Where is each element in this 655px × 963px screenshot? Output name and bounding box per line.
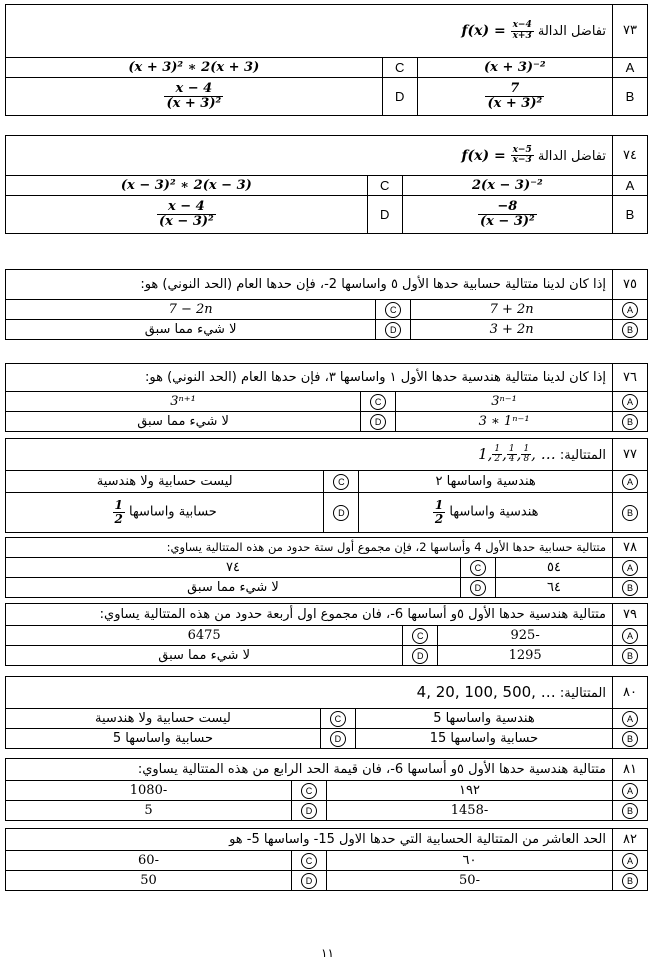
option-letter-c: C <box>324 471 359 493</box>
option-d[interactable]: لا شيء مما سبق <box>6 412 361 432</box>
option-b[interactable]: حسابية واساسها 15 <box>355 729 612 749</box>
option-letter-b: B <box>613 578 648 598</box>
option-letter-b: B <box>613 801 648 821</box>
option-letter-a: A <box>613 392 648 412</box>
question-73 <box>5 4 648 116</box>
option-b[interactable]: ٦٤ <box>495 578 612 598</box>
option-a[interactable]: ٦٠ <box>327 851 613 871</box>
option-letter-d: D <box>460 578 495 598</box>
option-letter-a: A <box>613 781 648 801</box>
option-letter-b: B <box>613 729 648 749</box>
option-a[interactable]: هندسية واساسها ٢ <box>359 471 613 493</box>
option-letter-c: C <box>403 626 438 646</box>
option-d[interactable]: $\frac{x - 4}{\text{(x − 3)²}}$ <box>6 196 368 234</box>
option-letter-c: C <box>460 558 495 578</box>
option-c[interactable]: (x + 3)² ∗ 2(x + 3) <box>6 58 383 78</box>
option-letter-b: B <box>613 871 648 891</box>
question-81 <box>5 758 648 821</box>
question-stem: إذا كان لدينا متتالية حسابية حدها الأول ٥ واساسها 2-، فإن حدها العام (الحد النوني) هو: <box>6 270 613 300</box>
option-letter-a: A <box>613 58 648 78</box>
option-letter-a: A <box>613 300 648 320</box>
question-number: ٧٩ <box>613 604 648 626</box>
question-stem: متتالية هندسية حدها الأول ٥و أساسها 6-، فان مجموع اول أربعة حدود من هذه المتتالية يساوي: <box>6 604 613 626</box>
question-stem: الحد العاشر من المتتالية الحسابية التي حدها الاول 15- واساسها 5- هو <box>6 829 613 851</box>
option-b[interactable]: $\frac{-8}{\text{(x − 3)²}}$ <box>402 196 612 234</box>
question-number: ٧٤ <box>613 136 648 176</box>
option-d[interactable]: 5 <box>6 801 292 821</box>
option-a[interactable]: 2(x − 3)⁻² <box>402 176 612 196</box>
option-c[interactable]: -60 <box>6 851 292 871</box>
question-number: ٧٦ <box>613 364 648 392</box>
option-d[interactable]: لا شيء مما سبق <box>6 320 376 340</box>
question-76 <box>5 363 648 432</box>
option-letter-c: C <box>320 709 355 729</box>
question-number: ٧٣ <box>613 5 648 58</box>
question-number: ٧٧ <box>613 439 648 471</box>
option-d[interactable]: لا شيء مما سبق <box>6 578 461 598</box>
option-letter-c: C <box>292 851 327 871</box>
option-letter-a: A <box>613 709 648 729</box>
option-c[interactable]: ليست حسابية ولا هندسية <box>6 709 321 729</box>
question-number: ٧٥ <box>613 270 648 300</box>
question-number: ٨٢ <box>613 829 648 851</box>
option-letter-d: D <box>320 729 355 749</box>
option-letter-c: C <box>367 176 402 196</box>
option-letter-b: B <box>613 493 648 533</box>
option-letter-b: B <box>613 320 648 340</box>
option-a[interactable]: ٥٤ <box>495 558 612 578</box>
question-stem: المتتالية: 4, 20, 100, 500, … <box>6 677 613 709</box>
question-number: ٨٠ <box>613 677 648 709</box>
option-letter-a: A <box>613 176 648 196</box>
option-b[interactable]: -1458 <box>327 801 613 821</box>
option-letter-d: D <box>367 196 402 234</box>
option-letter-d: D <box>376 320 411 340</box>
question-stem: متتالية حسابية حدها الأول 4 وأساسها 2، فإن مجموع أول ستة حدود من هذه المتتالية يساوي: <box>6 538 613 558</box>
option-letter-a: A <box>613 851 648 871</box>
option-b[interactable]: $\frac{7}{\text{(x + 3)²}}$ <box>417 78 612 116</box>
question-stem: تفاضل الدالة f(x) = $\frac{x-5}{x-3}$ <box>6 136 613 176</box>
option-letter-b: B <box>613 78 648 116</box>
option-c[interactable]: -1080 <box>6 781 292 801</box>
option-letter-b: B <box>613 196 648 234</box>
option-letter-a: A <box>613 471 648 493</box>
option-letter-d: D <box>403 646 438 666</box>
option-d[interactable]: 50 <box>6 871 292 891</box>
question-stem: المتتالية: 1, $\frac{1}{2}$ , $\frac{1}{4}$ , $\frac{1}{8}$ , … <box>6 439 613 471</box>
option-d[interactable]: لا شيء مما سبق <box>6 646 403 666</box>
option-letter-a: A <box>613 558 648 578</box>
option-letter-d: D <box>382 78 417 116</box>
option-a[interactable]: (x + 3)⁻² <box>417 58 612 78</box>
option-letter-c: C <box>382 58 417 78</box>
option-a[interactable]: 7 + 2n <box>411 300 613 320</box>
option-d[interactable]: حسابية واساسها 5 <box>6 729 321 749</box>
option-letter-d: D <box>361 412 396 432</box>
option-c[interactable]: 7 − 2n <box>6 300 376 320</box>
option-letter-d: D <box>292 871 327 891</box>
option-b[interactable]: هندسية واساسها $\frac{1}{2}$ <box>359 493 613 533</box>
question-77 <box>5 438 648 533</box>
option-letter-c: C <box>361 392 396 412</box>
option-a[interactable]: -925 <box>438 626 613 646</box>
option-b[interactable]: 1295 <box>438 646 613 666</box>
question-stem: متتالية هندسية حدها الأول ٥و أساسها 6-، فان قيمة الحد الرابع من هذه المتتالية يساوي: <box>6 759 613 781</box>
option-c[interactable]: 6475 <box>6 626 403 646</box>
question-78 <box>5 537 648 598</box>
option-c[interactable]: ٧٤ <box>6 558 461 578</box>
question-number: ٨١ <box>613 759 648 781</box>
option-c[interactable]: (x − 3)² ∗ 2(x − 3) <box>6 176 368 196</box>
question-75 <box>5 269 648 340</box>
option-letter-b: B <box>613 646 648 666</box>
option-c[interactable]: ليست حسابية ولا هندسية <box>6 471 324 493</box>
question-80 <box>5 676 648 749</box>
option-b[interactable]: 3 ∗ 1ⁿ⁻¹ <box>396 412 613 432</box>
option-a[interactable]: هندسية واساسها 5 <box>355 709 612 729</box>
question-79 <box>5 603 648 666</box>
question-74 <box>5 135 648 234</box>
page-number: ١١ <box>321 946 334 960</box>
option-letter-c: C <box>292 781 327 801</box>
option-d[interactable]: $\frac{x - 4}{\text{(x + 3)²}}$ <box>6 78 383 116</box>
option-c[interactable]: 3ⁿ⁺¹ <box>6 392 361 412</box>
option-letter-d: D <box>292 801 327 821</box>
option-letter-d: D <box>324 493 359 533</box>
question-number: ٧٨ <box>613 538 648 558</box>
question-stem: إذا كان لدينا متتالية هندسية حدها الأول ١ واساسها ٣، فإن حدها العام (الحد النوني) هو: <box>6 364 613 392</box>
option-b[interactable]: -50 <box>327 871 613 891</box>
option-b[interactable]: 3 + 2n <box>411 320 613 340</box>
option-letter-a: A <box>613 626 648 646</box>
question-stem: تفاضل الدالة f(x) = $\frac{x-4}{x+3}$ <box>6 5 613 58</box>
question-82 <box>5 828 648 891</box>
option-a[interactable]: ١٩٢ <box>327 781 613 801</box>
option-letter-b: B <box>613 412 648 432</box>
option-d[interactable]: حسابية واساسها $\frac{1}{2}$ <box>6 493 324 533</box>
option-letter-c: C <box>376 300 411 320</box>
option-a[interactable]: 3ⁿ⁻¹ <box>396 392 613 412</box>
